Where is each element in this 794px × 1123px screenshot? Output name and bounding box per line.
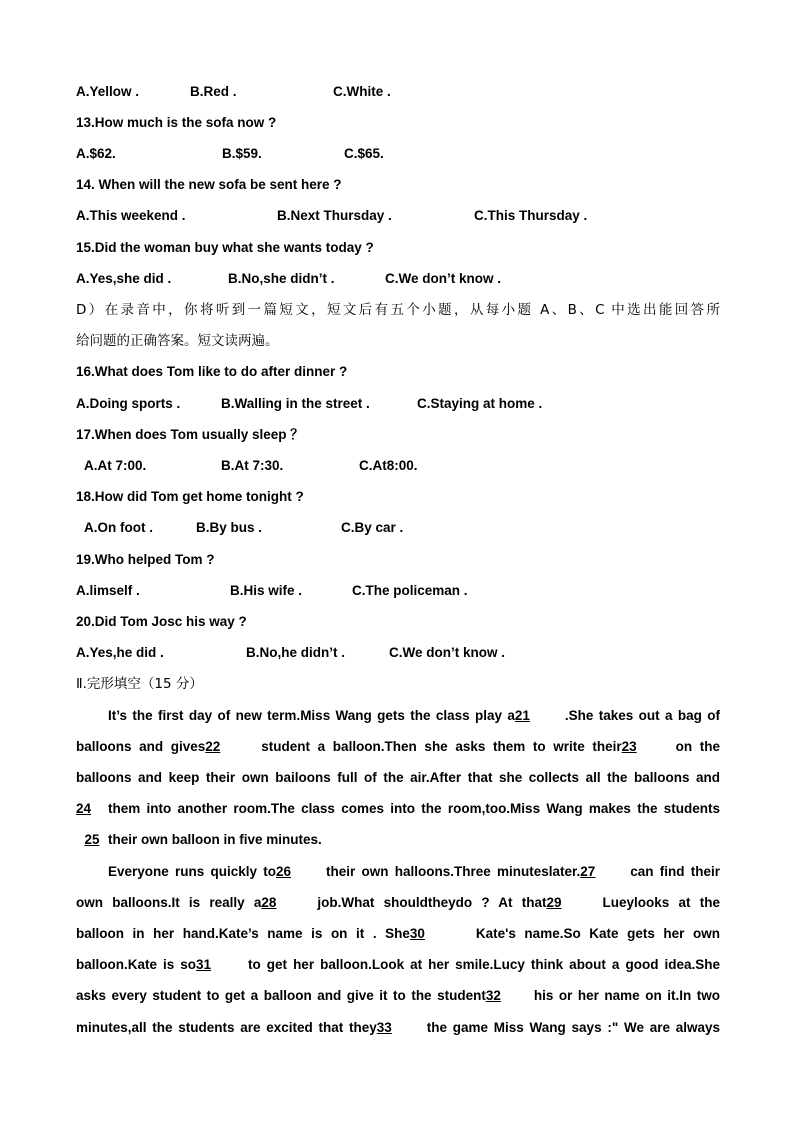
cloze-text: to get her balloon.Look at her smile.Lucy think about a good idea.She [248,957,720,972]
q19-option-a: A.limself . [76,583,140,598]
cloze-text: asks every student to get a balloon and give it to the student [76,988,486,1003]
cloze-text: Everyone runs quickly to [108,864,277,879]
q15-option-b: B.No,she didn’t . [228,271,335,286]
q20-question: 20.Did Tom Josc his way ? [76,614,247,629]
q16-option-b: B.Walling in the street . [221,396,370,411]
q16-question: 16.What does Tom like to do after dinner ? [76,364,348,379]
q14-option-c: C.This Thursday . [474,208,588,223]
cloze-blank-23: 23 [621,739,637,754]
q14-option-a: A.This weekend . [76,208,186,223]
q18-option-c: C.By car . [341,520,404,535]
q16-option-a: A.Doing sports . [76,396,181,411]
cloze-text: their own balloon in five minutes. [108,832,322,847]
cloze-blank-27: 27 [580,864,596,879]
q15-option-c: C.We don’t know . [385,271,501,286]
q13-option-c: C.$65. [344,146,384,161]
cloze-p1-line2 [76,737,720,757]
cloze-text: balloons and keep their own bailoons full of the air.After that she collects all the balloons and [76,770,720,785]
cloze-p2-line4 [76,955,720,975]
cloze-heading: Ⅱ.完形填空（15 分） [76,676,203,692]
cloze-text: Kate's name.So Kate gets her own [475,926,720,941]
q18-option-a: A.On foot . [84,520,153,535]
cloze-blank-21: 21 [514,708,530,723]
q17-option-c: C.At8:00. [359,458,418,473]
cloze-p1-line5 [76,830,720,850]
cloze-text: student a balloon.Then she asks them to write their [261,739,622,754]
q13-question: 13.How much is the sofa now ? [76,115,277,130]
cloze-text: them into another room.The class comes into the room,too.Miss Wang makes the students [108,801,720,816]
cloze-text: It’s the first day of new term.Miss Wang gets the class play a [108,708,515,723]
q18-question: 18.How did Tom get home tonight ? [76,489,304,504]
cloze-blank-29: 29 [546,895,562,910]
cloze-p1-line3 [76,768,720,788]
q15-question: 15.Did the woman buy what she wants today ? [76,240,374,255]
q20-option-c: C.We don’t know . [389,645,505,660]
q17-option-a: A.At 7:00. [84,458,147,473]
q12-option-a: A.Yellow . [76,84,140,99]
cloze-blank-30: 30 [409,926,425,941]
cloze-text: balloons and gives [76,739,206,754]
q20-option-b: B.No,he didn’t . [246,645,345,660]
cloze-p2-line5 [76,986,720,1006]
cloze-text: minutes,all the students are excited that they [76,1020,377,1035]
q14-option-b: B.Next Thursday . [277,208,392,223]
cloze-p2-line3 [76,924,720,944]
cloze-text: own balloons.It is really a [76,895,262,910]
cloze-text: the game Miss Wang says :" We are always [426,1020,721,1035]
cloze-p2-line6 [76,1018,720,1038]
q12-option-c: C.White . [333,84,391,99]
cloze-text: their own halloons.Three minuteslater. [326,864,581,879]
q19-question: 19.Who helped Tom ? [76,552,215,567]
cloze-p2-line2 [76,893,720,913]
q18-option-b: B.By bus . [196,520,263,535]
q14-question: 14. When will the new sofa be sent here ? [76,177,342,192]
cloze-p2-line1 [76,862,720,882]
q20-option-a: A.Yes,he did . [76,645,164,660]
cloze-p1-line1 [76,706,720,726]
cloze-blank-25: 25 [84,832,100,847]
q16-option-c: C.Staying at home . [417,396,543,411]
cloze-blank-32: 32 [485,988,501,1003]
cloze-text: on the [675,739,721,754]
q17-question: 17.When does Tom usually sleep ？ [76,427,304,442]
q15-option-a: A.Yes,she did . [76,271,172,286]
cloze-p1-line4 [76,799,720,819]
q19-option-b: B.His wife . [230,583,303,598]
q12-option-b: B.Red . [190,84,237,99]
cloze-text: can find their [630,864,720,879]
section-d-instruction-line1: D）在录音中，你将听到一篇短文，短文后有五个小题，从每小题 A、B、C 中选出能回答所 [76,302,720,318]
cloze-text: job.What shouldtheydo ? At that [317,895,547,910]
q17-option-b: B.At 7:30. [221,458,284,473]
cloze-blank-33: 33 [376,1020,392,1035]
cloze-text: .She takes out a bag of [564,708,720,723]
cloze-blank-26: 26 [276,864,292,879]
cloze-text: his or her name on it.In two [533,988,720,1003]
cloze-text: Lueylooks at the [602,895,720,910]
section-d-instruction-line2: 给问题的正确答案。短文读两遍。 [76,333,279,349]
cloze-blank-24: 24 [76,801,92,816]
cloze-text: balloon in her hand.Kate’s name is on it . She [76,926,410,941]
q13-option-a: A.$62. [76,146,116,161]
cloze-blank-22: 22 [205,739,221,754]
cloze-blank-28: 28 [261,895,277,910]
cloze-text: balloon.Kate is so [76,957,197,972]
cloze-blank-31: 31 [196,957,212,972]
q13-option-b: B.$59. [222,146,262,161]
q19-option-c: C.The policeman . [352,583,468,598]
